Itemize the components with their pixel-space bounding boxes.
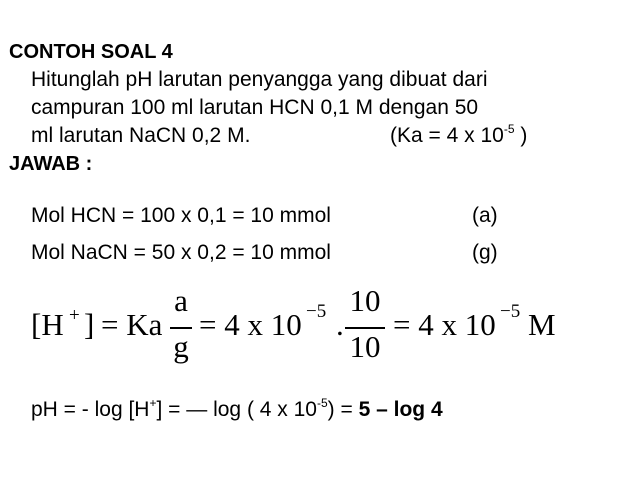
- formula-lhs-close: ]: [84, 307, 95, 342]
- ph-after: ) =: [327, 398, 359, 421]
- formula-exp1: −5: [306, 301, 327, 322]
- formula-lhs: [H: [31, 307, 64, 342]
- question-line-2: campuran 100 ml larutan HCN 0,1 M dengan 50: [31, 96, 479, 119]
- mol-hcn-tag: (a): [472, 204, 498, 227]
- ka-prefix: (Ka = 4 x 10: [390, 124, 504, 147]
- heading: CONTOH SOAL 4: [9, 41, 173, 63]
- ph-exp: -5: [316, 396, 328, 410]
- ph-middle: ] = — log ( 4 x 10: [156, 398, 317, 421]
- answer-heading: JAWAB :: [9, 153, 93, 175]
- frac2-denominator: 10: [349, 329, 381, 364]
- formula-eq1: = Ka: [101, 307, 163, 342]
- ph-h-sup: +: [149, 396, 157, 410]
- question-line-1: Hitunglah pH larutan penyangga yang dibuat dari: [31, 68, 488, 91]
- formula-eq2: = 4 x 10: [199, 307, 302, 342]
- mol-nacn-tag: (g): [472, 241, 498, 264]
- ph-result: 5 – log 4: [358, 398, 443, 421]
- ph-formula: [31, 283, 591, 369]
- ka-value: [390, 123, 527, 148]
- formula-exp2: −5: [500, 301, 521, 322]
- formula-eq3: = 4 x 10: [393, 307, 496, 342]
- formula-lhs-sup: +: [69, 305, 80, 326]
- ph-prefix: pH = - log [H: [31, 398, 150, 421]
- frac1-numerator: a: [174, 283, 188, 318]
- ka-suffix: ): [514, 124, 528, 147]
- formula-dot: .: [336, 307, 344, 342]
- mol-hcn-line: Mol HCN = 100 x 0,1 = 10 mmol: [31, 204, 331, 227]
- mol-nacn-line: Mol NaCN = 50 x 0,2 = 10 mmol: [31, 241, 331, 264]
- frac1-denominator: g: [173, 329, 189, 364]
- frac2-numerator: 10: [349, 283, 381, 318]
- question-line-3: ml larutan NaCN 0,2 M.: [31, 124, 251, 147]
- ph-result-line: [31, 397, 443, 422]
- ka-exponent: -5: [503, 122, 515, 136]
- formula-unit: M: [528, 307, 556, 342]
